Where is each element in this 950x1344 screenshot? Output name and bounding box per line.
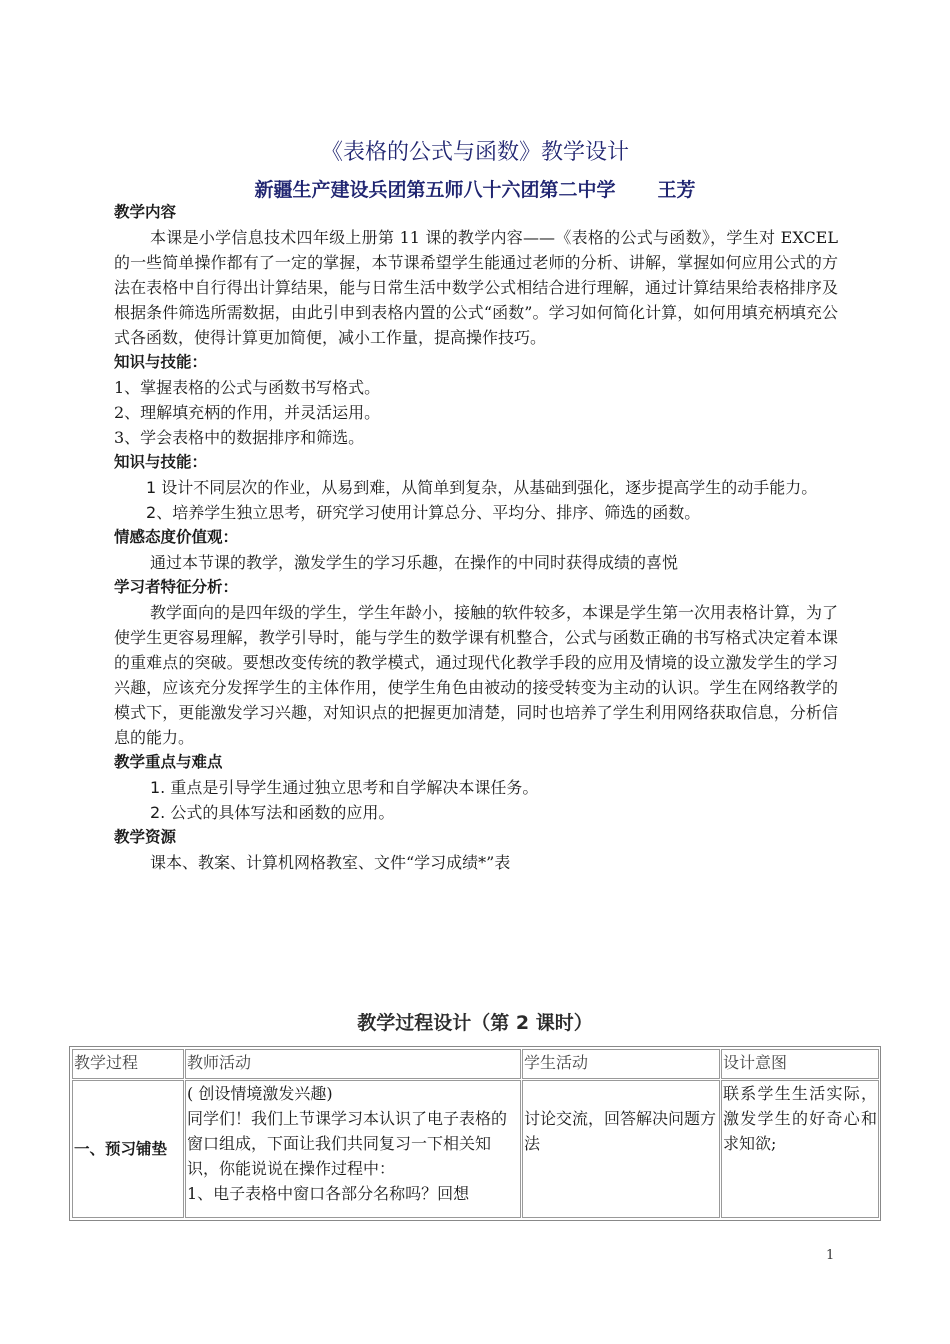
list-text: 公式的具体写法和函数的应用。 — [165, 803, 395, 822]
document-subtitle — [0, 175, 950, 202]
school-name: 新疆生产建设兵团第五师八十六团第二中学 — [254, 179, 616, 201]
section-heading-content: 教学内容 — [114, 203, 177, 221]
column-header: 学生活动 — [522, 1049, 720, 1079]
list-number: 2. — [150, 803, 166, 822]
column-header: 教学过程 — [72, 1049, 184, 1079]
section-heading-emotion: 情感态度价值观： — [114, 528, 239, 546]
list-text: 、培养学生独立思考，研究学习使用计算总分、平均分、排序、筛选的函数。 — [156, 503, 701, 522]
table-header-row — [72, 1049, 879, 1079]
author-name: 王芳 — [657, 179, 696, 201]
design-intent-text: 联系学生生活实际，激发学生的好奇心和求知欲; — [723, 1084, 877, 1153]
list-number: 1 — [146, 478, 157, 497]
section-text-emotion: 通过本节课的教学，激发学生的学习乐趣，在操作的中同时获得成绩的喜悦 — [150, 553, 679, 572]
process-table — [69, 1046, 881, 1221]
section-heading-process-skills: 知识与技能： — [114, 453, 208, 471]
list-number: 1. — [150, 778, 166, 797]
document-body — [114, 200, 838, 875]
document-title: 《表格的公式与函数》教学设计 — [320, 140, 629, 165]
column-header: 教师活动 — [185, 1049, 521, 1079]
list-number: 2 — [146, 503, 157, 522]
design-intent-cell — [721, 1080, 879, 1218]
process-skills-item — [114, 500, 838, 525]
stage-label: 一、预习铺垫 — [74, 1139, 168, 1158]
page-number: 1 — [826, 1248, 835, 1263]
table-row — [72, 1080, 879, 1218]
process-title-number: 2 — [515, 1012, 530, 1034]
section-text-resources: 课本、教案、计算机网格教室、文件“学习成绩*”表 — [150, 853, 511, 872]
list-text: 重点是引导学生通过独立思考和自学解决本课任务。 — [165, 778, 539, 797]
section-heading-knowledge: 知识与技能： — [114, 353, 208, 371]
process-table-title — [0, 1008, 950, 1035]
knowledge-item: 3、学会表格中的数据排序和筛选。 — [114, 428, 365, 447]
section-heading-key-points: 教学重点与难点 — [114, 753, 223, 771]
teacher-activity-line: ( 创设情境激发兴趣) — [187, 1084, 333, 1103]
list-text: 设计不同层次的作业，从易到难，从简单到复杂，从基础到强化，逐步提高学生的动手能力。 — [156, 478, 818, 497]
process-title-prefix: 教学过程设计（第 — [357, 1012, 516, 1034]
knowledge-item: 1、掌握表格的公式与函数书写格式。 — [114, 378, 381, 397]
column-header: 设计意图 — [721, 1049, 879, 1079]
teacher-activity-cell — [185, 1080, 521, 1218]
section-heading-learners: 学习者特征分析： — [114, 578, 239, 596]
knowledge-item: 2、理解填充柄的作用，并灵活运用。 — [114, 403, 381, 422]
section-text-content: 本课是小学信息技术四年级上册第 11 课的教学内容——《表格的公式与函数》，学生对 EXCEL 的一些简单操作都有了一定的掌握，本节课希望学生能通过老师的分析、讲解，掌握如何应用公式的方法在表格中自行得出计算结果，能与日常生活中数学公式相结合进行理解，通过计算结果给表格排序及根据条件筛选所需数据，由此引申到表格内置的公式“函数”。学习如何简化计算，如何用填充柄填充公式各函数，使得计算更加简便，减小工作量，提高操作技巧。 — [114, 228, 838, 347]
teacher-activity-line: 同学们！我们上节课学习本认识了电子表格的窗口组成，下面让我们共同复习一下相关知识，你能说说在操作过程中： — [187, 1109, 508, 1178]
key-point-item — [114, 800, 838, 825]
student-activity-text: 讨论交流，回答解决问题方法 — [524, 1109, 717, 1153]
section-heading-resources: 教学资源 — [114, 828, 177, 846]
process-table-grid — [71, 1048, 880, 1219]
section-text-learners: 教学面向的是四年级的学生，学生年龄小，接触的软件较多，本课是学生第一次用表格计算，为了使学生更容易理解，教学引导时，能与学生的数学课有机整合，公式与函数正确的书写格式决定着本课的重难点的突破。要想改变传统的教学模式，通过现代化教学手段的应用及情境的设立激发学生的学习兴趣，应该充分发挥学生的主体作用，使学生角色由被动的接受转变为主动的认识。学生在网络教学的模式下，更能激发学习兴趣，对知识点的把握更加清楚，同时也培养了学生利用网络获取信息，分析信息的能力。 — [114, 603, 839, 747]
teacher-activity-line: 1、电子表格中窗口各部分名称吗？回想 — [187, 1184, 470, 1203]
process-skills-item — [114, 475, 838, 500]
student-activity-cell — [522, 1080, 720, 1218]
stage-cell — [72, 1080, 184, 1218]
process-title-suffix: 课时） — [529, 1012, 593, 1034]
key-point-item — [114, 775, 838, 800]
